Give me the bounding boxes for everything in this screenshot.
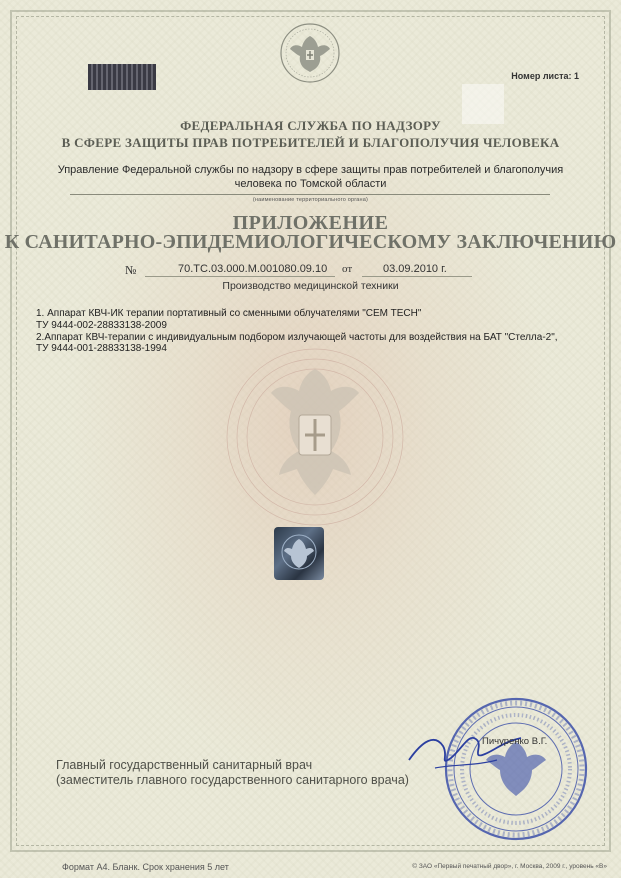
signatory-name: Пичуренко В.Г. (482, 736, 548, 747)
department-caption: (наименование территориального органа) (252, 197, 369, 203)
signatory-title-line2: (заместитель главного государственного санитарного врача) (56, 773, 409, 787)
document-title-line2: К САНИТАРНО-ЭПИДЕМИОЛОГИЧЕСКОМУ ЗАКЛЮЧЕНИЮ (4, 231, 617, 253)
department-line1: Управление Федеральной службы по надзору в сфере защиты прав потребителей и благополучия (57, 164, 564, 176)
list-item: 1. Аппарат КВЧ-ИК терапии портативный со сменными облучателями "CEM TECH" (36, 308, 422, 319)
number-underline (145, 276, 335, 277)
sheet-number: Номер листа: 1 (511, 71, 579, 81)
territorial-department (40, 163, 581, 191)
footer-printer-note: © ЗАО «Первый печатный двор», г. Москва, 2009 г., уровень «В» (412, 863, 607, 870)
signatory-title-line1: Главный государственный санитарный врач (56, 758, 313, 772)
department-line2: человека по Томской области (234, 178, 387, 190)
product-category: Производство медицинской техники (222, 280, 399, 292)
eagle-emblem-icon (279, 22, 341, 84)
agency-title-line1: ФЕДЕРАЛЬНАЯ СЛУЖБА ПО НАДЗОРУ (180, 118, 441, 133)
registration-number: 70.ТС.03.000.М.001080.09.10 (178, 263, 328, 275)
hologram-icon (273, 526, 325, 581)
list-item: 2.Аппарат КВЧ-терапии с индивидуальным подбором излучающей частоты для воздействия на БАТ "Стелла-2", (36, 332, 558, 343)
from-label: от (342, 263, 353, 275)
number-sign: № (125, 263, 137, 277)
list-item: ТУ 9444-001-28833138-1994 (36, 343, 167, 354)
department-separator (70, 194, 550, 195)
list-item: ТУ 9444-002-28833138-2009 (36, 320, 167, 331)
date-underline (362, 276, 472, 277)
footer-format-note: Формат А4. Бланк. Срок хранения 5 лет (62, 862, 229, 872)
blank-serial-block (88, 64, 156, 90)
document-title-line1: ПРИЛОЖЕНИЕ (232, 212, 389, 234)
registration-date: 03.09.2010 г. (383, 263, 447, 275)
rospotrebnadzor-emblem-icon (215, 345, 415, 530)
handwritten-signature-icon (405, 720, 525, 780)
agency-title-line2: В СФЕРЕ ЗАЩИТЫ ПРАВ ПОТРЕБИТЕЛЕЙ И БЛАГОПОЛУЧИЯ ЧЕЛОВЕКА (61, 135, 560, 150)
